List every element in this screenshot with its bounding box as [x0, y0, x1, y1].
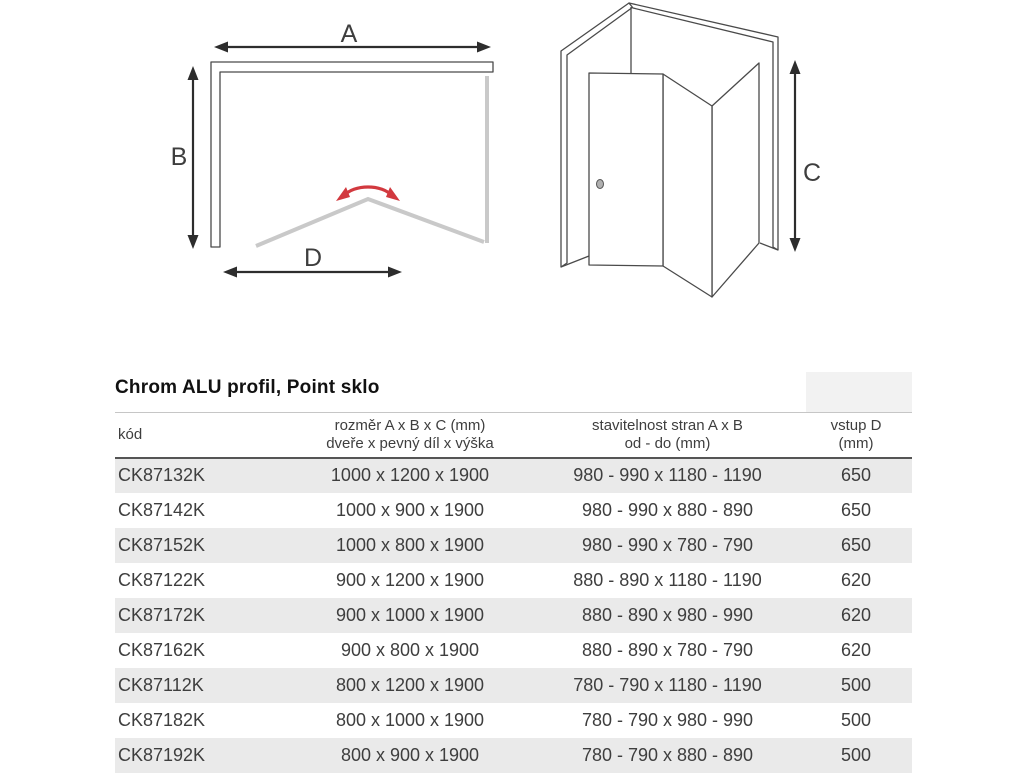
adjustability-cell: 880 - 890 x 780 - 790 — [581, 639, 754, 660]
adjustability-cell: 780 - 790 x 1180 - 1190 — [573, 674, 762, 695]
dimension-arrow-c — [790, 60, 822, 252]
code-cell: CK87162K — [118, 639, 206, 660]
entry-cell: 620 — [840, 604, 872, 625]
adjustability-cell: 980 - 990 x 780 - 790 — [581, 534, 754, 555]
fold-panel-3d — [663, 74, 712, 297]
entry-cell: 500 — [840, 674, 872, 695]
size-cell: 800 x 1000 x 1900 — [335, 709, 485, 730]
entry-cell: 500 — [840, 709, 872, 730]
size-cell: 1000 x 800 x 1900 — [335, 534, 485, 555]
table-row — [115, 528, 912, 563]
label-d: D — [303, 244, 323, 272]
code-cell: CK87182K — [118, 709, 206, 730]
header-code: kód — [115, 413, 285, 458]
fixed-panel-3d — [712, 63, 759, 297]
code-cell: CK87132K — [118, 465, 206, 485]
entry-cell: 620 — [840, 639, 872, 660]
adjustability-cell: 980 - 990 x 1180 - 1190 — [573, 465, 762, 485]
door-panel-3d — [589, 73, 663, 266]
table-row — [115, 703, 912, 738]
entry-cell: 650 — [840, 499, 872, 520]
size-cell: 900 x 800 x 1900 — [340, 639, 480, 660]
table-row — [115, 598, 912, 633]
size-cell: 900 x 1200 x 1900 — [335, 569, 485, 590]
dimension-arrow-a — [214, 20, 491, 53]
code-cell: CK87142K — [118, 499, 206, 520]
entry-cell: 650 — [840, 465, 872, 485]
size-cell: 900 x 1000 x 1900 — [335, 604, 485, 625]
entry-cell: 500 — [840, 744, 872, 765]
code-cell: CK87152K — [118, 534, 206, 555]
door-knob-icon — [597, 180, 604, 189]
page-title: Chrom ALU profil, Point sklo — [115, 377, 380, 398]
dimension-arrow-b — [171, 66, 199, 249]
wall-profile — [211, 62, 493, 247]
table-row — [115, 668, 912, 703]
technical-diagrams — [0, 0, 1024, 340]
size-cell: 800 x 900 x 1900 — [340, 744, 480, 765]
entry-cell: 650 — [840, 534, 872, 555]
plan-view-diagram — [171, 20, 493, 278]
adjustability-cell: 880 - 890 x 980 - 990 — [581, 604, 754, 625]
table-header-row — [115, 413, 912, 458]
entry-cell: 620 — [840, 569, 872, 590]
code-cell: CK87122K — [118, 569, 206, 590]
dimension-arrow-d — [223, 244, 402, 278]
table-row — [115, 633, 912, 668]
perspective-view-diagram — [561, 3, 821, 297]
size-cell: 800 x 1200 x 1900 — [335, 674, 485, 695]
adjustability-cell: 780 - 790 x 880 - 890 — [581, 744, 754, 765]
table-row — [115, 458, 912, 493]
adjustability-cell: 780 - 790 x 980 - 990 — [581, 709, 754, 730]
code-cell: CK87172K — [118, 604, 206, 625]
adjustability-cell: 980 - 990 x 880 - 890 — [581, 499, 754, 520]
code-cell: CK87192K — [118, 744, 206, 765]
size-cell: 1000 x 900 x 1900 — [335, 499, 485, 520]
table-row — [115, 563, 912, 598]
label-a: A — [340, 20, 358, 48]
bifold-door-plan — [256, 199, 484, 246]
table-row — [115, 738, 912, 773]
corner-shade — [806, 372, 912, 412]
spec-table — [115, 412, 912, 773]
adjustability-cell: 880 - 890 x 1180 - 1190 — [573, 569, 762, 590]
label-c: C — [802, 159, 822, 187]
header-adjustability: stavitelnost stran A x B od - do (mm) — [535, 413, 800, 458]
label-b: B — [170, 143, 188, 171]
header-size: rozměr A x B x C (mm) dveře x pevný díl x výška — [285, 413, 535, 458]
table-row — [115, 493, 912, 528]
header-entry: vstup D (mm) — [800, 413, 912, 458]
size-cell: 1000 x 1200 x 1900 — [330, 465, 490, 485]
code-cell: CK87112K — [118, 674, 204, 695]
